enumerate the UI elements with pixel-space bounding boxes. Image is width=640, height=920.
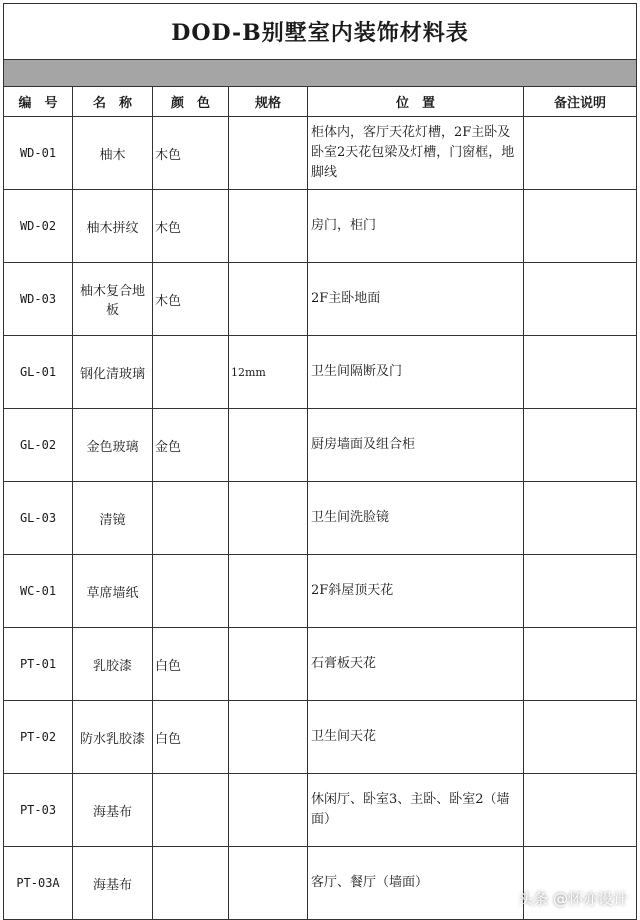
cell-color: 白色 [153, 701, 229, 774]
cell-note [524, 555, 637, 628]
header-row [4, 87, 637, 117]
cell-spec [229, 701, 308, 774]
header-position: 位 置 [308, 87, 524, 117]
cell-note [524, 482, 637, 555]
cell-code: GL-02 [4, 409, 73, 482]
table-row [4, 628, 637, 701]
header-name: 名 称 [73, 87, 153, 117]
header-code: 编 号 [4, 87, 73, 117]
cell-name: 金色玻璃 [73, 409, 153, 482]
table-row [4, 190, 637, 263]
cell-name: 柚木 [73, 117, 153, 190]
header-note: 备注说明 [524, 87, 637, 117]
cell-spec [229, 263, 308, 336]
table-row [4, 774, 637, 847]
cell-position: 客厅、餐厅（墙面） [308, 847, 524, 920]
cell-spec [229, 117, 308, 190]
cell-position: 石膏板天花 [308, 628, 524, 701]
cell-name: 柚木拼纹 [73, 190, 153, 263]
cell-code: WD-02 [4, 190, 73, 263]
cell-note [524, 628, 637, 701]
cell-code: WC-01 [4, 555, 73, 628]
cell-color: 金色 [153, 409, 229, 482]
cell-spec [229, 190, 308, 263]
cell-spec [229, 482, 308, 555]
cell-position: 卫生间隔断及门 [308, 336, 524, 409]
cell-spec: 12mm [229, 336, 308, 409]
cell-note [524, 409, 637, 482]
header-color: 颜 色 [153, 87, 229, 117]
cell-spec [229, 628, 308, 701]
cell-name: 钢化清玻璃 [73, 336, 153, 409]
table-body [4, 117, 637, 920]
cell-note [524, 774, 637, 847]
cell-position: 柜体内，客厅天花灯槽，2F主卧及卧室2天花包梁及灯槽，门窗框，地脚线 [308, 117, 524, 190]
cell-name: 乳胶漆 [73, 628, 153, 701]
cell-position: 厨房墙面及组合柜 [308, 409, 524, 482]
cell-position: 2F主卧地面 [308, 263, 524, 336]
cell-name: 海基布 [73, 847, 153, 920]
cell-spec [229, 409, 308, 482]
cell-position: 休闲厅、卧室3、主卧、卧室2（墙面） [308, 774, 524, 847]
header-spec: 规格 [229, 87, 308, 117]
table-row [4, 482, 637, 555]
cell-spec [229, 847, 308, 920]
cell-color: 木色 [153, 117, 229, 190]
cell-code: WD-01 [4, 117, 73, 190]
cell-color: 白色 [153, 628, 229, 701]
table-row [4, 409, 637, 482]
table-row [4, 263, 637, 336]
watermark: 头条 @怀亦设计 [518, 890, 628, 908]
table-title: DOD-B别墅室内装饰材料表 [4, 4, 637, 60]
table-row [4, 555, 637, 628]
cell-code: PT-02 [4, 701, 73, 774]
cell-position: 房门，柜门 [308, 190, 524, 263]
cell-name: 柚木复合地板 [73, 263, 153, 336]
cell-note [524, 190, 637, 263]
cell-code: WD-03 [4, 263, 73, 336]
cell-position: 2F斜屋顶天花 [308, 555, 524, 628]
cell-position: 卫生间洗脸镜 [308, 482, 524, 555]
cell-name: 清镜 [73, 482, 153, 555]
cell-code: PT-01 [4, 628, 73, 701]
cell-code: PT-03A [4, 847, 73, 920]
materials-table [3, 3, 637, 920]
cell-color [153, 555, 229, 628]
cell-note [524, 701, 637, 774]
table-row [4, 701, 637, 774]
cell-note [524, 263, 637, 336]
cell-position: 卫生间天花 [308, 701, 524, 774]
cell-color [153, 336, 229, 409]
header-band [4, 60, 637, 87]
cell-color [153, 847, 229, 920]
cell-name: 防水乳胶漆 [73, 701, 153, 774]
cell-spec [229, 555, 308, 628]
cell-name: 草席墙纸 [73, 555, 153, 628]
cell-code: PT-03 [4, 774, 73, 847]
cell-code: GL-01 [4, 336, 73, 409]
table-row [4, 336, 637, 409]
cell-note [524, 117, 637, 190]
cell-color: 木色 [153, 263, 229, 336]
cell-color: 木色 [153, 190, 229, 263]
cell-code: GL-03 [4, 482, 73, 555]
cell-note [524, 336, 637, 409]
cell-name: 海基布 [73, 774, 153, 847]
cell-color [153, 482, 229, 555]
table-row [4, 117, 637, 190]
material-sheet [3, 3, 636, 920]
cell-color [153, 774, 229, 847]
cell-spec [229, 774, 308, 847]
